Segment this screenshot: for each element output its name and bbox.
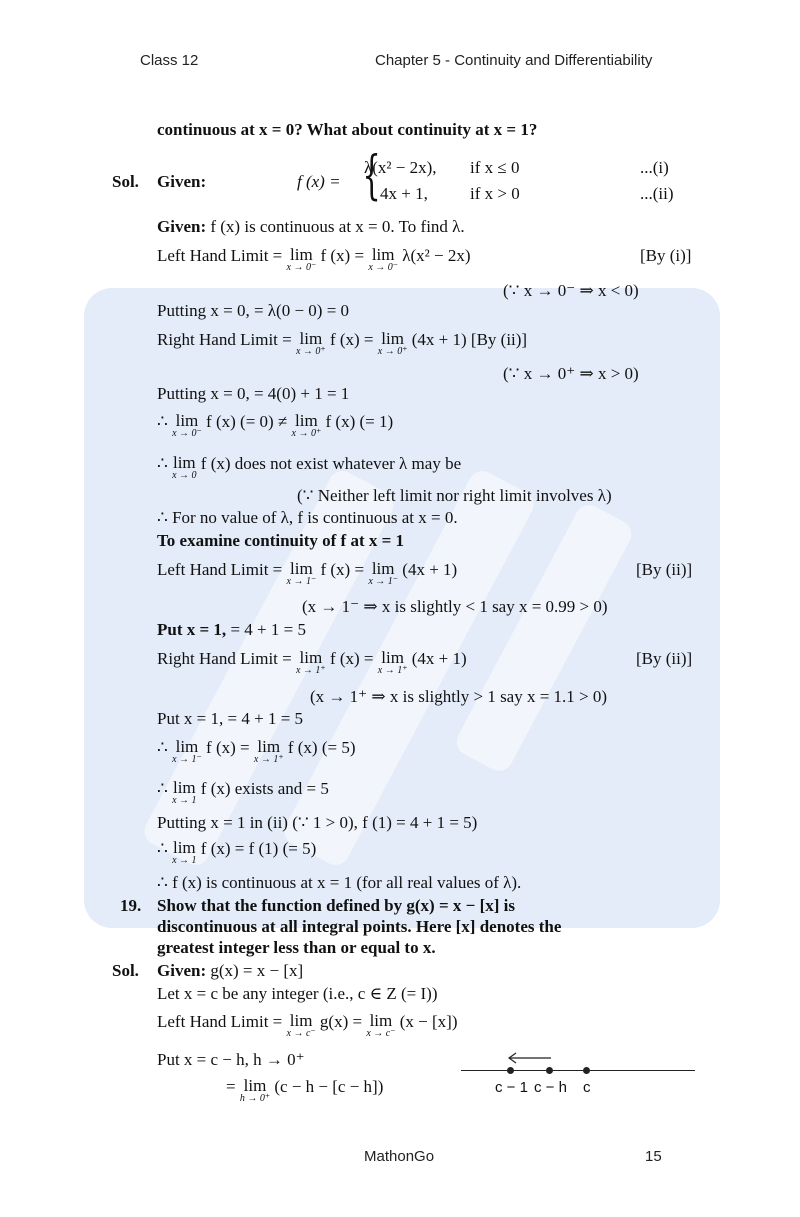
limit-operator: lim x → 1⁻	[286, 559, 317, 587]
point-c-minus-h	[546, 1067, 553, 1074]
header-class: Class 12	[140, 52, 199, 69]
text-fragment: Right Hand Limit =	[157, 649, 292, 668]
limit-operator: lim x → 1⁺	[377, 648, 408, 676]
limit-operator: lim h → 0⁺	[239, 1076, 271, 1104]
text-fragment: Left Hand Limit =	[157, 560, 283, 579]
text-fragment: f (x) (= 5)	[287, 738, 356, 757]
text-fragment: f (x) =	[329, 649, 374, 668]
piecewise-brace: {	[362, 146, 381, 206]
text-line: ∴ For no value of λ, f is continuous at x = 0.	[157, 508, 458, 527]
number-line	[461, 1070, 695, 1071]
limit-line	[157, 779, 329, 806]
text-line: Put x = c − h, h → 0⁺	[157, 1050, 305, 1069]
case2-condition: if x > 0	[470, 184, 520, 203]
question-tail: continuous at x = 0? What about continuity at x = 1?	[157, 120, 538, 139]
text-fragment: = 4 + 1 = 5	[226, 620, 306, 639]
given-label: Given:	[157, 961, 207, 980]
text-fragment: =	[226, 1077, 236, 1096]
label-c: c	[583, 1079, 591, 1096]
text-fragment: f (x) = f (1) (= 5)	[200, 839, 317, 858]
text-fragment: f (x) exists and = 5	[200, 779, 329, 798]
question-text: Show that the function defined by g(x) = x − [x] is	[157, 896, 515, 915]
left-hand-limit-line	[157, 560, 457, 587]
limit-operator: lim x → 0⁺	[377, 329, 408, 357]
limit-line	[157, 454, 461, 481]
limit-operator: lim x → 1⁻	[368, 559, 399, 587]
right-hand-limit-line	[157, 649, 467, 676]
limit-operator: lim x → 1⁻	[172, 737, 202, 765]
therefore-symbol: ∴	[157, 779, 168, 798]
label-c-minus-h: c − h	[534, 1079, 567, 1096]
function-lhs: f (x) =	[297, 172, 341, 191]
text-fragment: f (x) =	[320, 560, 365, 579]
point-c	[583, 1067, 590, 1074]
limit-operator: lim x → 1	[172, 778, 197, 806]
text-fragment: λ(x² − 2x)	[402, 246, 471, 265]
reason-note: (∵ x → 0⁺ ⇒ x > 0)	[503, 364, 639, 383]
reason-note: (∵ x → 0⁻ ⇒ x < 0)	[503, 281, 639, 300]
text-fragment: g(x) =	[319, 1012, 363, 1031]
limit-operator: lim x → 0⁻	[286, 245, 317, 273]
text-fragment: g(x) = x − [x]	[206, 961, 304, 980]
text-fragment: Right Hand Limit =	[157, 330, 292, 349]
limit-operator: lim x → 0	[172, 453, 197, 481]
text-fragment: f (x) =	[206, 738, 250, 757]
text-fragment: f (x) is continuous at x = 0. To find λ.	[206, 217, 465, 236]
reason-note: (x → 1⁺ ⇒ x is slightly > 1 say x = 1.1 > 0)	[310, 687, 608, 706]
case1-condition: if x ≤ 0	[470, 158, 520, 177]
limit-line	[226, 1077, 383, 1104]
limit-operator: lim x → 1⁺	[295, 648, 326, 676]
reference-tag: [By (i)]	[640, 246, 692, 265]
text-fragment: f (x) does not exist whatever λ may be	[200, 454, 462, 473]
limit-line	[157, 839, 316, 866]
text-line	[157, 961, 303, 981]
solution-label: Sol.	[112, 961, 139, 980]
text-fragment: f (x) (= 1)	[325, 412, 394, 431]
text-line: Putting x = 1 in (ii) (∵ 1 > 0), f (1) = 4 + 1 = 5)	[157, 813, 478, 832]
left-hand-limit-line	[157, 1012, 457, 1039]
reason-note: (x → 1⁻ ⇒ x is slightly < 1 say x = 0.99 > 0)	[302, 597, 608, 616]
text-fragment: f (x) =	[329, 330, 374, 349]
question-text: discontinuous at all integral points. Here [x] denotes the	[157, 917, 562, 936]
case2-tag: ...(ii)	[640, 184, 674, 203]
limit-operator: lim x → 0⁺	[295, 329, 326, 357]
question-number: 19.	[120, 896, 142, 915]
therefore-symbol: ∴	[157, 839, 168, 858]
question-text: greatest integer less than or equal to x.	[157, 938, 436, 957]
case1-tag: ...(i)	[640, 158, 669, 177]
conclusion-line: ∴ f (x) is continuous at x = 1 (for all real values of λ).	[157, 873, 522, 892]
text-fragment: f (x) (= 0) ≠	[206, 412, 288, 431]
point-c-minus-1	[507, 1067, 514, 1074]
text-line: Putting x = 0, = 4(0) + 1 = 1	[157, 384, 350, 403]
case1-expression: λ(x² − 2x),	[364, 158, 437, 177]
given-label: Given:	[157, 172, 207, 191]
limit-operator: lim x → c⁻	[366, 1011, 396, 1039]
reference-tag: [By (ii)]	[636, 560, 693, 579]
footer-brand: MathonGo	[364, 1148, 435, 1165]
limit-operator: lim x → 0⁻	[368, 245, 399, 273]
therefore-symbol: ∴	[157, 454, 168, 473]
limit-operator: lim x → c⁻	[286, 1011, 316, 1039]
text-line: Let x = c be any integer (i.e., c ∈ Z (= I))	[157, 984, 438, 1003]
header-chapter: Chapter 5 - Continuity and Differentiability	[375, 52, 653, 69]
subheading: To examine continuity of f at x = 1	[157, 531, 405, 550]
text-line	[157, 620, 306, 640]
text-line: Put x = 1, = 4 + 1 = 5	[157, 709, 304, 728]
reference-tag: [By (ii)]	[636, 649, 693, 668]
text-fragment: (4x + 1) [By (ii)]	[411, 330, 528, 349]
text-fragment: (4x + 1)	[402, 560, 458, 579]
page-number: 15	[645, 1148, 662, 1165]
limit-compare-line	[157, 738, 356, 765]
text-fragment: (c − h − [c − h])	[274, 1077, 384, 1096]
solution-label: Sol.	[112, 172, 139, 191]
left-hand-limit-line	[157, 246, 471, 273]
text-fragment: Left Hand Limit =	[157, 246, 283, 265]
limit-operator: lim x → 1⁺	[253, 737, 284, 765]
text-line	[157, 217, 465, 237]
text-fragment: (x − [x])	[399, 1012, 458, 1031]
reason-note: (∵ Neither left limit nor right limit involves λ)	[297, 486, 612, 505]
text-fragment: Left Hand Limit =	[157, 1012, 283, 1031]
therefore-symbol: ∴	[157, 412, 168, 431]
limit-operator: lim x → 0⁻	[172, 411, 202, 439]
given-label: Given:	[157, 217, 207, 236]
label-c-minus-1: c − 1	[495, 1079, 528, 1096]
left-arrow-icon	[505, 1052, 553, 1064]
right-hand-limit-line	[157, 330, 527, 357]
case2-expression: 4x + 1,	[380, 184, 428, 203]
limit-operator: lim x → 0⁺	[291, 411, 322, 439]
text-line: Putting x = 0, = λ(0 − 0) = 0	[157, 301, 350, 320]
limit-compare-line	[157, 412, 393, 439]
therefore-symbol: ∴	[157, 738, 168, 757]
text-fragment: f (x) =	[320, 246, 365, 265]
limit-operator: lim x → 1	[172, 838, 197, 866]
text-fragment: Put x = 1,	[157, 620, 227, 639]
text-fragment: (4x + 1)	[411, 649, 467, 668]
